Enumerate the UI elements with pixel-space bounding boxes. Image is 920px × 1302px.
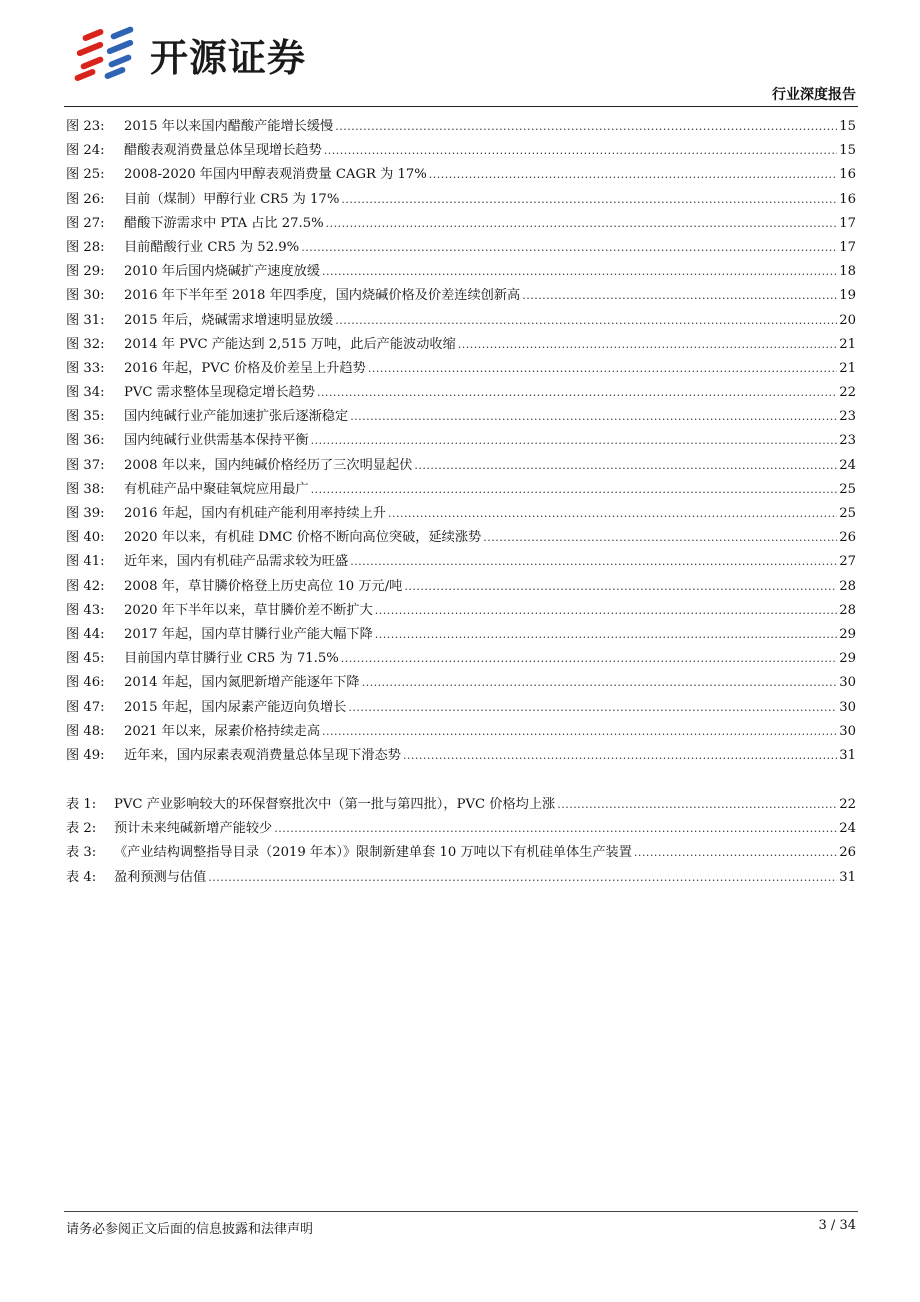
figure-entry-title: 2016 年起，PVC 价格及价差呈上升趋势 <box>124 360 366 376</box>
figure-entry-label: 图 48: <box>66 723 105 739</box>
figure-entry[interactable] <box>66 720 856 744</box>
figure-entry[interactable] <box>66 671 856 695</box>
figure-entry-title: 2014 年起，国内氮肥新增产能逐年下降 <box>124 675 360 691</box>
table-entry[interactable] <box>66 841 856 865</box>
figure-entry-leader <box>404 575 837 599</box>
table-entry-title: 盈利预测与估值 <box>114 869 207 885</box>
table-entry-page-number: 22 <box>839 797 856 812</box>
figure-entry-title: 近年来，国内尿素表观消费量总体呈现下滑态势 <box>124 747 401 763</box>
figure-entry-page-number: 27 <box>839 554 856 570</box>
figure-entry-leader <box>324 139 837 163</box>
figure-entry-title: 2020 年下半年以来，草甘膦价差不断扩大 <box>124 602 373 618</box>
figure-entry-page-number: 16 <box>839 191 856 207</box>
figure-entry-label: 图 41: <box>66 554 105 570</box>
figure-entry[interactable] <box>66 623 856 647</box>
figure-entry-leader <box>311 429 838 453</box>
figure-entry-leader <box>388 502 837 526</box>
figure-entry-title: 2015 年以来国内醋酸产能增长缓慢 <box>124 119 334 134</box>
figure-entry-leader <box>326 212 838 236</box>
figure-entry-label: 图 34: <box>66 385 105 401</box>
brand-name: 开源证券 <box>150 35 307 80</box>
figure-entry-label: 图 43: <box>66 602 105 618</box>
table-entry-page-number: 31 <box>839 869 856 885</box>
figure-entry-label: 图 26: <box>66 191 105 207</box>
figure-entry-page-number: 16 <box>839 167 856 183</box>
figure-entry-title: 近年来，国内有机硅产品需求较为旺盛 <box>124 554 349 570</box>
figure-entry-label: 图 23: <box>66 119 105 134</box>
table-entry[interactable] <box>66 866 856 890</box>
figure-entry-page-number: 25 <box>839 506 856 521</box>
figure-entry-title: 2014 年 PVC 产能达到 2,515 万吨，此后产能波动收缩 <box>124 336 456 352</box>
figure-entry-title: 国内纯碱行业产能加速扩张后逐渐稳定 <box>124 409 349 425</box>
figure-entry-title: 2015 年起，国内尿素产能迈向负增长 <box>124 699 347 715</box>
figure-entry-page-number: 23 <box>839 433 856 449</box>
figure-entry-label: 图 40: <box>66 530 105 546</box>
header-divider <box>64 106 858 107</box>
table-entry-leader <box>274 817 837 841</box>
figure-entry[interactable] <box>66 381 856 405</box>
figure-entry-label: 图 42: <box>66 578 105 594</box>
figure-entry-title: 2008 年以来，国内纯碱价格经历了三次明显起伏 <box>124 457 413 473</box>
figure-entry-label: 图 37: <box>66 457 105 473</box>
figure-entry-leader <box>322 260 837 284</box>
figure-entry-leader <box>311 478 838 502</box>
figure-entry-label: 图 47: <box>66 699 105 715</box>
figure-entry-label: 图 38: <box>66 481 105 497</box>
figure-entry-label: 图 24: <box>66 143 105 159</box>
figure-entry-label: 图 25: <box>66 167 105 183</box>
figure-entry-leader <box>348 696 837 720</box>
figure-entry-label: 图 31: <box>66 312 105 328</box>
footer-divider <box>64 1211 858 1212</box>
figure-entry[interactable] <box>66 139 856 163</box>
figure-entry[interactable] <box>66 236 856 260</box>
figure-entry-title: 2016 年起，国内有机硅产能利用率持续上升 <box>124 506 386 521</box>
figure-entry-title: 目前国内草甘膦行业 CR5 为 71.5% <box>124 651 339 667</box>
figure-entry-label: 图 44: <box>66 626 105 642</box>
figure-entry[interactable] <box>66 309 856 333</box>
figure-entry-page-number: 22 <box>839 385 856 401</box>
figure-entry[interactable] <box>66 550 856 574</box>
figure-entry[interactable] <box>66 163 856 187</box>
figure-entry-label: 图 32: <box>66 336 105 352</box>
figure-entry-title: 2017 年起，国内草甘膦行业产能大幅下降 <box>124 626 373 642</box>
figure-entry-page-number: 15 <box>839 143 856 159</box>
figure-entry[interactable] <box>66 405 856 429</box>
figure-entry-title: 国内纯碱行业供需基本保持平衡 <box>124 433 309 449</box>
figure-entry-title: PVC 需求整体呈现稳定增长趋势 <box>124 385 315 401</box>
figure-entry-leader <box>350 550 837 574</box>
figure-entry[interactable] <box>66 357 856 381</box>
figure-entry-title: 醋酸下游需求中 PTA 占比 27.5% <box>124 215 324 231</box>
figure-entry[interactable] <box>66 478 856 502</box>
figure-entry[interactable] <box>66 526 856 550</box>
figure-entry-title: 2008 年，草甘膦价格登上历史高位 10 万元/吨 <box>124 578 403 594</box>
figure-entry-page-number: 29 <box>839 651 856 667</box>
figure-entry-leader <box>335 309 837 333</box>
figure-entry-leader <box>429 163 837 187</box>
figure-entry[interactable] <box>66 333 856 357</box>
figure-entry-page-number: 15 <box>839 119 856 134</box>
figure-entry-leader <box>301 236 837 260</box>
figure-entry[interactable] <box>66 599 856 623</box>
figure-entry[interactable] <box>66 115 856 139</box>
page-indicator: 3 / 34 <box>818 1218 856 1233</box>
figure-entry-page-number: 26 <box>839 530 856 546</box>
figure-entry-label: 图 28: <box>66 239 105 255</box>
figure-entry-leader <box>350 405 837 429</box>
figure-entry-title: 2021 年以来，尿素价格持续走高 <box>124 723 321 739</box>
table-entry-title: 预计未来纯碱新增产能较少 <box>114 821 273 837</box>
table-entry-leader <box>557 793 837 817</box>
figure-entry[interactable] <box>66 188 856 212</box>
figure-entry-title: 2008-2020 年国内甲醇表观消费量 CAGR 为 17% <box>124 167 427 183</box>
figure-list <box>66 115 856 768</box>
figure-entry-label: 图 30: <box>66 288 105 304</box>
figure-entry-page-number: 20 <box>839 312 856 328</box>
figure-entry-label: 图 35: <box>66 409 105 425</box>
figure-entry-leader <box>375 623 837 647</box>
figure-entry-leader <box>362 671 838 695</box>
figure-entry-leader <box>322 720 837 744</box>
figure-entry[interactable] <box>66 212 856 236</box>
figure-entry-page-number: 31 <box>839 747 856 763</box>
figure-entry-leader <box>341 188 837 212</box>
figure-entry-page-number: 23 <box>839 409 856 425</box>
figure-entry-leader <box>368 357 837 381</box>
figure-entry-leader <box>341 647 837 671</box>
figure-entry-page-number: 21 <box>839 360 856 376</box>
figure-entry-page-number: 24 <box>839 457 856 473</box>
report-type-label: 行业深度报告 <box>772 87 856 103</box>
figure-entry-leader <box>403 744 837 768</box>
figure-entry[interactable] <box>66 454 856 478</box>
table-entry-label: 表 2: <box>66 821 97 837</box>
figure-entry-label: 图 39: <box>66 506 105 521</box>
figure-entry-label: 图 27: <box>66 215 105 231</box>
figure-entry[interactable] <box>66 575 856 599</box>
figure-entry-page-number: 30 <box>839 675 856 691</box>
table-entry[interactable] <box>66 817 856 841</box>
figure-entry-page-number: 17 <box>839 239 856 255</box>
figure-entry-page-number: 21 <box>839 336 856 352</box>
figure-entry-label: 图 46: <box>66 675 105 691</box>
figure-entry[interactable] <box>66 744 856 768</box>
figure-entry-title: 目前（煤制）甲醇行业 CR5 为 17% <box>124 191 340 207</box>
figure-entry[interactable] <box>66 696 856 720</box>
figure-entry-leader <box>414 454 837 478</box>
figure-entry-leader <box>335 115 837 139</box>
figure-entry-title: 2020 年以来，有机硅 DMC 价格不断向高位突破，延续涨势 <box>124 530 482 546</box>
figure-entry-label: 图 29: <box>66 264 105 280</box>
figure-entry-label: 图 49: <box>66 747 105 763</box>
figure-entry-page-number: 28 <box>839 602 856 618</box>
figure-entry-page-number: 19 <box>839 288 856 304</box>
figure-entry-leader <box>522 284 837 308</box>
figure-entry-label: 图 45: <box>66 651 105 667</box>
figure-entry-label: 图 33: <box>66 360 105 376</box>
figure-entry-leader <box>375 599 837 623</box>
figure-entry-leader <box>317 381 837 405</box>
table-entry-leader <box>634 841 837 865</box>
brand-logo <box>72 26 306 82</box>
figure-entry-title: 目前醋酸行业 CR5 为 52.9% <box>124 239 300 255</box>
figure-entry[interactable] <box>66 647 856 671</box>
figure-entry-page-number: 28 <box>839 578 856 594</box>
figure-entry-page-number: 30 <box>839 723 856 739</box>
table-entry-title: 《产业结构调整指导目录（2019 年本）》限制新建单套 10 万吨以下有机硅单体生产装置 <box>114 845 632 861</box>
table-list <box>66 793 856 890</box>
table-entry-page-number: 26 <box>839 845 856 861</box>
figure-entry[interactable] <box>66 260 856 284</box>
figure-entry-title: 有机硅产品中聚硅氧烷应用最广 <box>124 481 309 497</box>
figure-entry-title: 2010 年后国内烧碱扩产速度放缓 <box>124 264 321 280</box>
figure-entry-page-number: 17 <box>839 215 856 231</box>
figure-entry-leader <box>483 526 837 550</box>
table-entry-label: 表 4: <box>66 869 97 885</box>
figure-entry[interactable] <box>66 284 856 308</box>
figure-entry-page-number: 29 <box>839 626 856 642</box>
table-entry-leader <box>208 866 837 890</box>
table-entry[interactable] <box>66 793 856 817</box>
table-entry-title: PVC 产业影响较大的环保督察批次中（第一批与第四批），PVC 价格均上涨 <box>114 797 556 812</box>
figure-entry-title: 2016 年下半年至 2018 年四季度，国内烧碱价格及价差连续创新高 <box>124 288 521 304</box>
figure-entry-leader <box>458 333 837 357</box>
table-entry-page-number: 24 <box>839 821 856 837</box>
figure-entry-label: 图 36: <box>66 433 105 449</box>
table-entry-label: 表 1: <box>66 797 97 812</box>
figure-entry[interactable] <box>66 502 856 526</box>
footer-disclaimer: 请务必参阅正文后面的信息披露和法律声明 <box>66 1222 314 1237</box>
figure-entry[interactable] <box>66 429 856 453</box>
figure-entry-page-number: 30 <box>839 699 856 715</box>
table-entry-label: 表 3: <box>66 845 97 861</box>
figure-entry-title: 醋酸表观消费量总体呈现增长趋势 <box>124 143 322 159</box>
brand-logo-icon <box>72 26 138 82</box>
figure-entry-page-number: 25 <box>839 481 856 497</box>
figure-entry-page-number: 18 <box>839 264 856 280</box>
figure-entry-title: 2015 年后，烧碱需求增速明显放缓 <box>124 312 334 328</box>
